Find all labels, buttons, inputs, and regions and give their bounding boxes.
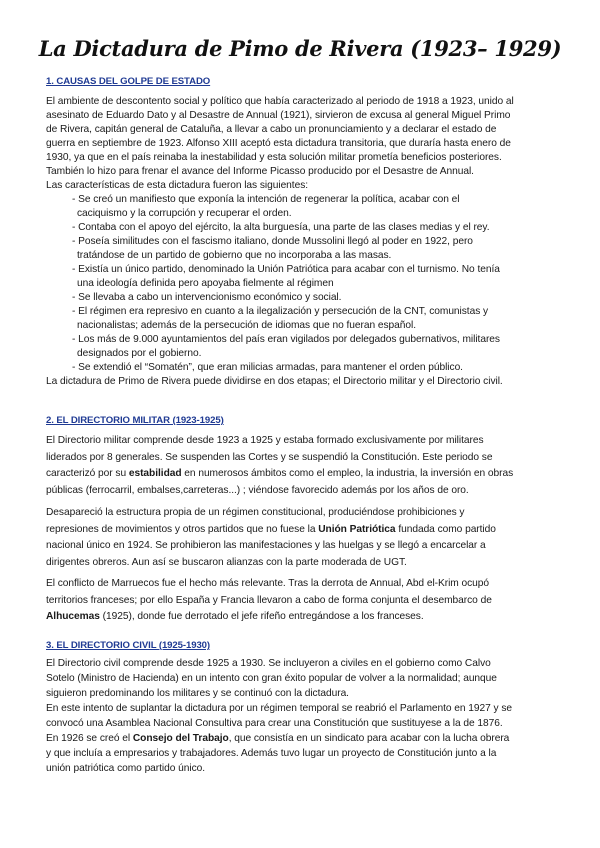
text-line: asesinato de Eduardo Dato y al Desastre de Annual (1921), sirvieron de excusa al general Miguel Primo <box>46 110 511 121</box>
section-3-body <box>46 656 566 776</box>
text-span: represiones de movimientos y otros partidos que no fuese la <box>46 523 319 535</box>
text-line <box>46 731 566 746</box>
text-line: nacional único en 1924. Se prohibieron las manifestaciones y las huelgas y se llegó a encarcelar a <box>46 540 486 551</box>
section-1-body <box>46 95 566 389</box>
bullet-item: - Contaba con el apoyo del ejército, la alta burguesía, una parte de las clases medias y el rey. <box>72 222 490 233</box>
closing-line: La dictadura de Primo de Rivera puede dividirse en dos etapas; el Directorio militar y el Directorio civil. <box>46 376 503 387</box>
bullet-continuation: tratándose de un partido de gobierno que no incorporaba a las masas. <box>77 250 392 261</box>
text-line: unión patriótica como partido único. <box>46 763 206 774</box>
section-2-para-3 <box>46 576 566 626</box>
text-line: Las características de esta dictadura fueron las siguientes: <box>46 180 309 191</box>
bullet-item: - Se llevaba a cabo un intervencionismo económico y social. <box>72 292 342 303</box>
section-1-heading: 1. CAUSAS DEL GOLPE DE ESTADO <box>46 76 211 87</box>
bullet-item: - Poseía similitudes con el fascismo italiano, donde Mussolini llegó al poder en 1922, pero <box>72 236 473 247</box>
text-span: , que consistía en un sindicato para acabar con la lucha obrera <box>228 733 510 744</box>
section-3-heading: 3. EL DIRECTORIO CIVIL (1925-1930) <box>46 640 211 651</box>
bullet-item: - Existía un único partido, denominado la Unión Patriótica para acabar con el turnismo. No tenía <box>72 264 500 275</box>
text-line: dirigentes obreros. Aun así se buscaron alianzas con la parte moderada de UGT. <box>46 556 407 568</box>
text-line: y que incluía a empresarios y trabajadores. Además tuvo lugar un proyecto de Constitución junto a la <box>46 748 497 759</box>
text-line: También lo hizo para frenar el avance del Informe Picasso producido por el Desastre de Annual. <box>46 166 474 177</box>
text-span: fundada como partido <box>395 523 496 535</box>
text-line: siguieron predominando los militares y se continuó con la dictadura. <box>46 688 349 699</box>
text-line: El Directorio civil comprende desde 1925 a 1930. Se incluyeron a civiles en el gobierno como Calvo <box>46 658 491 669</box>
text-line <box>46 466 566 483</box>
bullet-item: - Los más de 9.000 ayuntamientos del país eran vigilados por delegados gubernativos, militares <box>72 334 500 345</box>
bullet-item: - El régimen era represivo en cuanto a la ilegalización y persecución de la CNT, comunistas y <box>72 306 489 317</box>
text-line: El ambiente de descontento social y político que había caracterizado al periodo de 1918 a 1923, unido al <box>46 96 514 107</box>
text-line <box>46 609 566 626</box>
bold-term: Consejo del Trabajo <box>132 733 229 744</box>
text-line: En este intento de suplantar la dictadura por un régimen temporal se reabrió el Parlamento en 1927 y se <box>46 703 513 714</box>
text-line: 1930, ya que en el país reinaba la inestabilidad y esta solución militar prometía beneficios posteriores. <box>46 152 502 163</box>
document-title: La Dictadura de Pimo de Rivera (1923– 1929) <box>38 36 562 61</box>
bullet-item: - Se extendió el “Somatén”, que eran milicias armadas, para mantener el orden público. <box>72 362 463 373</box>
text-line <box>46 522 566 539</box>
text-line: El Directorio militar comprende desde 1923 a 1925 y estaba formado exclusivamente por militares <box>46 435 484 446</box>
section-2-heading: 2. EL DIRECTORIO MILITAR (1923-1925) <box>46 415 224 426</box>
bullet-continuation: caciquismo y la corrupción y recuperar el orden. <box>77 208 292 219</box>
text-line: El conflicto de Marruecos fue el hecho más relevante. Tras la derrota de Annual, Abd el-Krim ocupó <box>46 578 490 589</box>
bold-term: Unión Patriótica <box>318 523 396 535</box>
text-line: convocó una Asamblea Nacional Consultiva para crear una Constitución que sustituyese a la de 1876. <box>46 718 503 729</box>
text-span: en numerosos ámbitos como el empleo, la industria, la inversión en obras <box>181 468 514 479</box>
text-span: En 1926 se creó el <box>46 733 133 744</box>
text-line: liderados por 8 generales. Se suspenden las Cortes y se suspendió la Constitución. Este periodo se <box>46 451 493 463</box>
text-line: públicas (ferrocarril, embalses,carreteras...) ; viéndose favorecido además por los años de oro. <box>46 484 469 496</box>
bullet-continuation: nacionalistas; además de la persecución de idiomas que no fueran español. <box>77 320 416 331</box>
text-line: territorios franceses; por ello España y Francia llevaron a cabo de forma conjunta el desembarco de <box>46 594 492 606</box>
text-line: de Rivera, capitán general de Cataluña, a llevar a cabo un pronunciamiento y a declarar el estado de <box>46 124 497 135</box>
text-span: (1925), donde fue derrotado el jefe rifeño entregándose a los franceses. <box>99 611 424 622</box>
bold-term: Alhucemas <box>46 611 100 622</box>
bullet-continuation: una ideología definida pero apoyaba fielmente al régimen <box>77 278 334 289</box>
text-line: Desapareció la estructura propia de un régimen constitucional, produciéndose prohibiciones y <box>46 507 465 518</box>
bold-term: estabilidad <box>128 468 182 479</box>
bullet-continuation: designados por el gobierno. <box>77 348 202 359</box>
section-2-para-1 <box>46 433 566 499</box>
text-line: guerra en septiembre de 1923. Alfonso XIII aceptó esta dictadura transitoria, que duraría hasta enero de <box>46 138 511 149</box>
bullet-item: - Se creó un manifiesto que exponía la intención de regenerar la política, acabar con el <box>72 194 460 205</box>
text-line: Sotelo (Ministro de Hacienda) en un intento con gran éxito popular de volver a la normalidad; aunque <box>46 673 497 684</box>
text-span: caracterizó por su <box>46 468 129 479</box>
section-2-para-2 <box>46 505 566 571</box>
